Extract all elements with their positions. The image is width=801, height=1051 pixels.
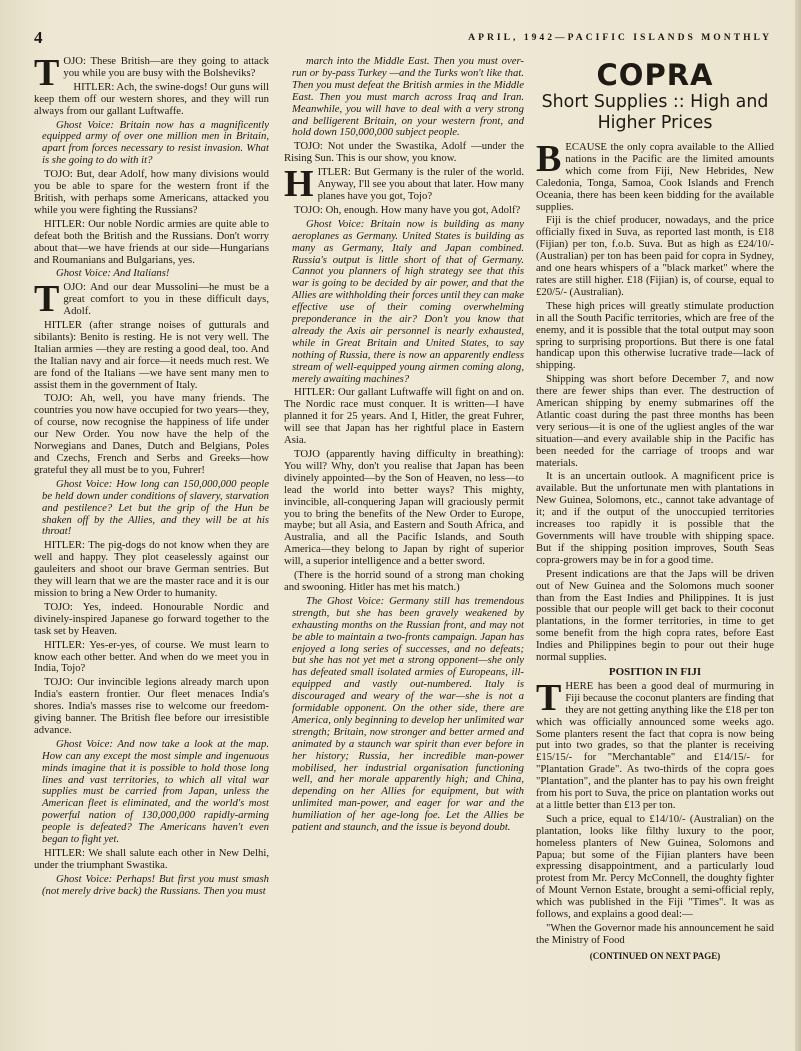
- paragraph: BECAUSE the only copra available to the Allied nations in the Pacific are the limited amounts which come from Fiji, New Hebrides, New Caledonia, Tonga, Samoa, Cook Islands and French Oceania, there has been keen bidding for the available supplies.: [536, 138, 774, 213]
- paragraph: Present indications are that the Japs will be driven out of New Guinea and the Solomons much sooner than from the East Indies and Philippines. It is just possible that our people will get back to their coconut plantations, in the former territories, in time to get some benefit from the high copra rates, before East Indies and Philippines begin to pour out their huge normal supplies.: [536, 567, 774, 664]
- paragraph: (There is the horrid sound of a strong man choking and swooning. Hitler has met his match.): [284, 569, 524, 593]
- ghost-voice-paragraph: The Ghost Voice: Germany still has tremendous strength, but she has been gravely weakened by exhausting months on the Russian front, and may not be able to maintain a two-fronts campaign. Japan has enjoyed a long series of successes, and no defeats; but she has not yet met a strong opponent—she only has defeated small isolated armies of Europeans, ill-equipped and vastly out-numbered. Italy is discouraged and weary of the war—she is not a formidable opponent. On the other side, there are America, only beginning to develop her unlimited war strength; Britain, now stronger and better armed and animated by a staunch war spirit than ever before in her history; Russia, her incredible man-power mobilised, her industrial organisation functioning well, and her morale apparently high; and China, depending on her Allies for equipment, but with unlimited man-power, and eager for war and the humiliation of her age-long foe. Let the Allies be patient and staunch, and the issue is beyond doubt.: [292, 594, 524, 834]
- column-middle: [284, 56, 524, 1044]
- paragraph: TOJO: Ah, well, you have many friends. The countries you now have occupied for two years—they, of course, now recognise the happiness of life under our New Order. You now have the help of the Norwegians and Danes, Dutch and Belgians, Poles and Czechs, French and Serbs and Greeks—how grateful they all must be to you, Fuhrer!: [34, 392, 269, 476]
- running-head: APRIL, 1942—PACIFIC ISLANDS MONTHLY: [468, 32, 772, 43]
- ghost-voice-paragraph: Ghost Voice: And now take a look at the map. How can any except the most simple and ingenuous minds imagine that it is possible to hold those long lines and vast territories, to which all vital war supplies must be carried from Japan, unless the American fleet is eliminated, and the world's most powerful nation of 130,000,000 rapidly-arming people is defeated? The Americans haven't even began to fight yet.: [42, 737, 269, 846]
- page-header: [0, 22, 801, 52]
- ghost-voice-paragraph: Ghost Voice: Britain now has a magnificently equipped army of over one million men in Britain, apart from forces necessary to resist invasion. What is she going to do with it?: [42, 118, 269, 167]
- fiji-section-body: [536, 676, 774, 947]
- page-number: 4: [34, 28, 43, 47]
- column-right: [536, 56, 774, 1044]
- paragraph: HITLER: The pig-dogs do not know when they are well and happy. They plot ceaselessly against our gauleiters and shoot our brave German sentries. But they will learn that we are the master race and it is our mission to bring a New Order to humanity.: [34, 539, 269, 599]
- page-edge: [795, 0, 801, 1051]
- continued-notice: (CONTINUED ON NEXT PAGE): [589, 950, 721, 961]
- paragraph: HITLER: But Germany is the ruler of the world. Anyway, I'll see you about that later. How many planes have you got, Tojo?: [284, 163, 524, 206]
- paragraph: Fiji is the chief producer, nowadays, and the price officially fixed in Suva, as reported last month, is £18 (Fijian) per ton, f.o.b. Suva. But as high as £24/10/- (Australian) per ton has been paid for copra in Sydney, and one hears whispers of a "black market" where the rates are still higher. £18 (Fijian) is, of course, equal to £20/5/- (Australian).: [536, 214, 774, 298]
- copra-article-title: COPRA: [596, 58, 714, 92]
- copra-article-body: [536, 138, 774, 664]
- fiji-section-heading: POSITION IN FIJI: [608, 665, 702, 678]
- paragraph: Shipping was short before December 7, and now there are fewer ships than ever. The destruction of American shipping by enemy submarines off the Atlantic coast during the past three months has been very serious—it is one of the ugliest angles of the war situation—and every available ship in the Pacific has been needed for the carriage of troops and war materials.: [536, 373, 774, 469]
- paragraph: TOJO (apparently having difficulty in breathing): You will? Why, don't you realise that Japan has been divinely appointed—by the Son of Heaven, no less—to lead the world into better ways? This mighty, invincible, all-conquering Japan will graciously permit you to bring the benefits of the New Order to Europe, maybe; but all Asia, and Eastern and South Africa, and Australia, and all the Pacific Islands, and South America—they belong to Japan by right of superior will, a superior intelligence and a better sword.: [284, 448, 524, 568]
- paragraph: TOJO: Oh, enough. How many have you got, Adolf?: [294, 203, 521, 216]
- paragraph: TOJO: Yes, indeed. Honourable Nordic and divinely-inspired Japanese go forward together to the task set by Heaven.: [34, 600, 269, 637]
- paragraph: THERE has been a good deal of murmuring in Fiji because the coconut planters are finding that they are not getting anything like the £18 per ton which was officially announced some weeks ago. Some planters resent the fact that copra is now being put into two grades, so that the planter is receiving £15/15/- for "Merchantable" and £14/15/- for "Plantation Grade". As two-thirds of the copra goes "Plantation", and the planter has to pay his own freight from his port to Suva, the price on plantation works out at a little better than £13 per ton.: [536, 676, 774, 811]
- ghost-voice-paragraph: Ghost Voice: Britain now is building as many aeroplanes as Germany. United States is building as many as Germany, Italy and Japan combined. Russia's output is little short of that of Germany. Cannot you planners of high strategy see that this war is going to be decided by air power, and that the Allies are withholding their forces until they can make effective use of their coming overwhelming preponderance in the air? Don't you know that already the Axis air personnel is nearly exhausted, while in Great Britain and United States, to say nothing of Russia, there is now an apparently endless stream of well-equipped young airmen coming along, merely awaiting machines?: [292, 217, 524, 385]
- paragraph: TOJO: Our invincible legions already march upon India's eastern frontier. Our fleet menaces India's shores. India's masses rise to welcome our freedom-giving banner. The British flee before our irresistible advance.: [34, 676, 269, 736]
- paragraph: HITLER: Ach, the swine-dogs! Our guns will keep them off our western shores, and they will run always from our gallant Luftwaffe.: [34, 80, 269, 117]
- paragraph: It is an uncertain outlook. A magnificent price is available. But the unfortunate men with plantations in New Guinea, Solomons, etc., cannot take advantage of it; and if the output of the unoccupied territories increases too rapidly it is possible that the Governments will have trouble with shipping space. But if the shipping position improves, South Seas copra-growers may be in for a good time.: [536, 470, 774, 566]
- paragraph: These high prices will greatly stimulate production in all the South Pacific territories, which are free of the enemy, and it is possible that the total output may soon spring to surprising proportions. But there is one fatal handicap upon this otherwise lucrative trade—lack of shipping.: [536, 299, 774, 372]
- column-left: [34, 56, 269, 1044]
- ghost-voice-paragraph: Ghost Voice: How long can 150,000,000 people be held down under conditions of slavery, starvation and pestilence? Let but the grip of the Hun be shaken off by the Allies, and they will be at his throat!: [42, 477, 269, 538]
- ghost-voice-paragraph: march into the Middle East. Then you must over-run or by-pass Turkey —and the Turks won't like that. Then you must defeat the British armies in the Middle East. Then you must march across Iraq and Iran. Meanwhile, you will have to deal with a very strong and belligerent Britain, on your western front, and hold down 150,000,000 subject people.: [292, 56, 524, 139]
- ghost-voice-paragraph: Ghost Voice: Perhaps! But first you must smash (not merely drive back) the Russians. Then you must: [42, 872, 269, 897]
- paragraph: HITLER: Our noble Nordic armies are quite able to defeat both the British and the Russians. Don't worry about that—we have friends at our side—Hungarians and Roumanians and Bulgarians, yes.: [34, 217, 269, 266]
- paragraph: TOJO: Not under the Swastika, Adolf —under the Rising Sun. This is our show, you know.: [284, 140, 524, 165]
- paragraph: HITLER: Our gallant Luftwaffe will fight on and on. The Nordic race must conquer. It is written—I have planned it for 25 years. And I, Hitler, the great Fuhrer, will see that Japan has her rightful place in Eastern Asia.: [284, 386, 524, 447]
- ghost-voice-paragraph: Ghost Voice: And Italians!: [56, 267, 170, 280]
- copra-article-subtitle: Short Supplies :: High and Higher Prices: [541, 92, 769, 133]
- paragraph: HITLER (after strange noises of gutturals and sibilants): Benito is resting. He is not very well. The Italian armies —they are resting a good deal, too. And the Italian navy and air force—it needs much rest. We are fond of the Italians —we have sent many men to assist them in the government of Italy.: [34, 319, 269, 391]
- paragraph: HITLER: We shall salute each other in New Delhi, under the triumphant Swastika.: [34, 847, 269, 871]
- paragraph: TOJO: But, dear Adolf, how many divisions would you be able to spare for the western front if the British, with perhaps some Americans, attacked you while you were fighting the Russians?: [34, 168, 269, 216]
- paragraph: Such a price, equal to £14/10/- (Australian) on the plantation, looks like filthy luxury to the poor, homeless planters of New Guinea, Solomons and Papua; but some of the Fijian planters have been expressing disappointment, and a particularly loud protest from Mr. Percy McConnell, the doughty fighter of Mount Vernon Estate, brought a semi-official reply, which was published in the Fiji "Times". It was as follows, and explains a good deal:—: [536, 812, 774, 921]
- paragraph: TOJO: And our dear Mussolini—he must be a great comfort to you in these difficult days, Adolf.: [34, 278, 269, 321]
- paragraph: HITLER: Yes-er-yes, of course. We must learn to know each other better. And when do we meet you in India, Tojo?: [34, 638, 269, 675]
- paragraph: "When the Governor made his announcement he said the Ministry of Food: [536, 922, 774, 946]
- paragraph: TOJO: These British—are they going to attack you while you are busy with the Bolsheviks?: [34, 56, 269, 94]
